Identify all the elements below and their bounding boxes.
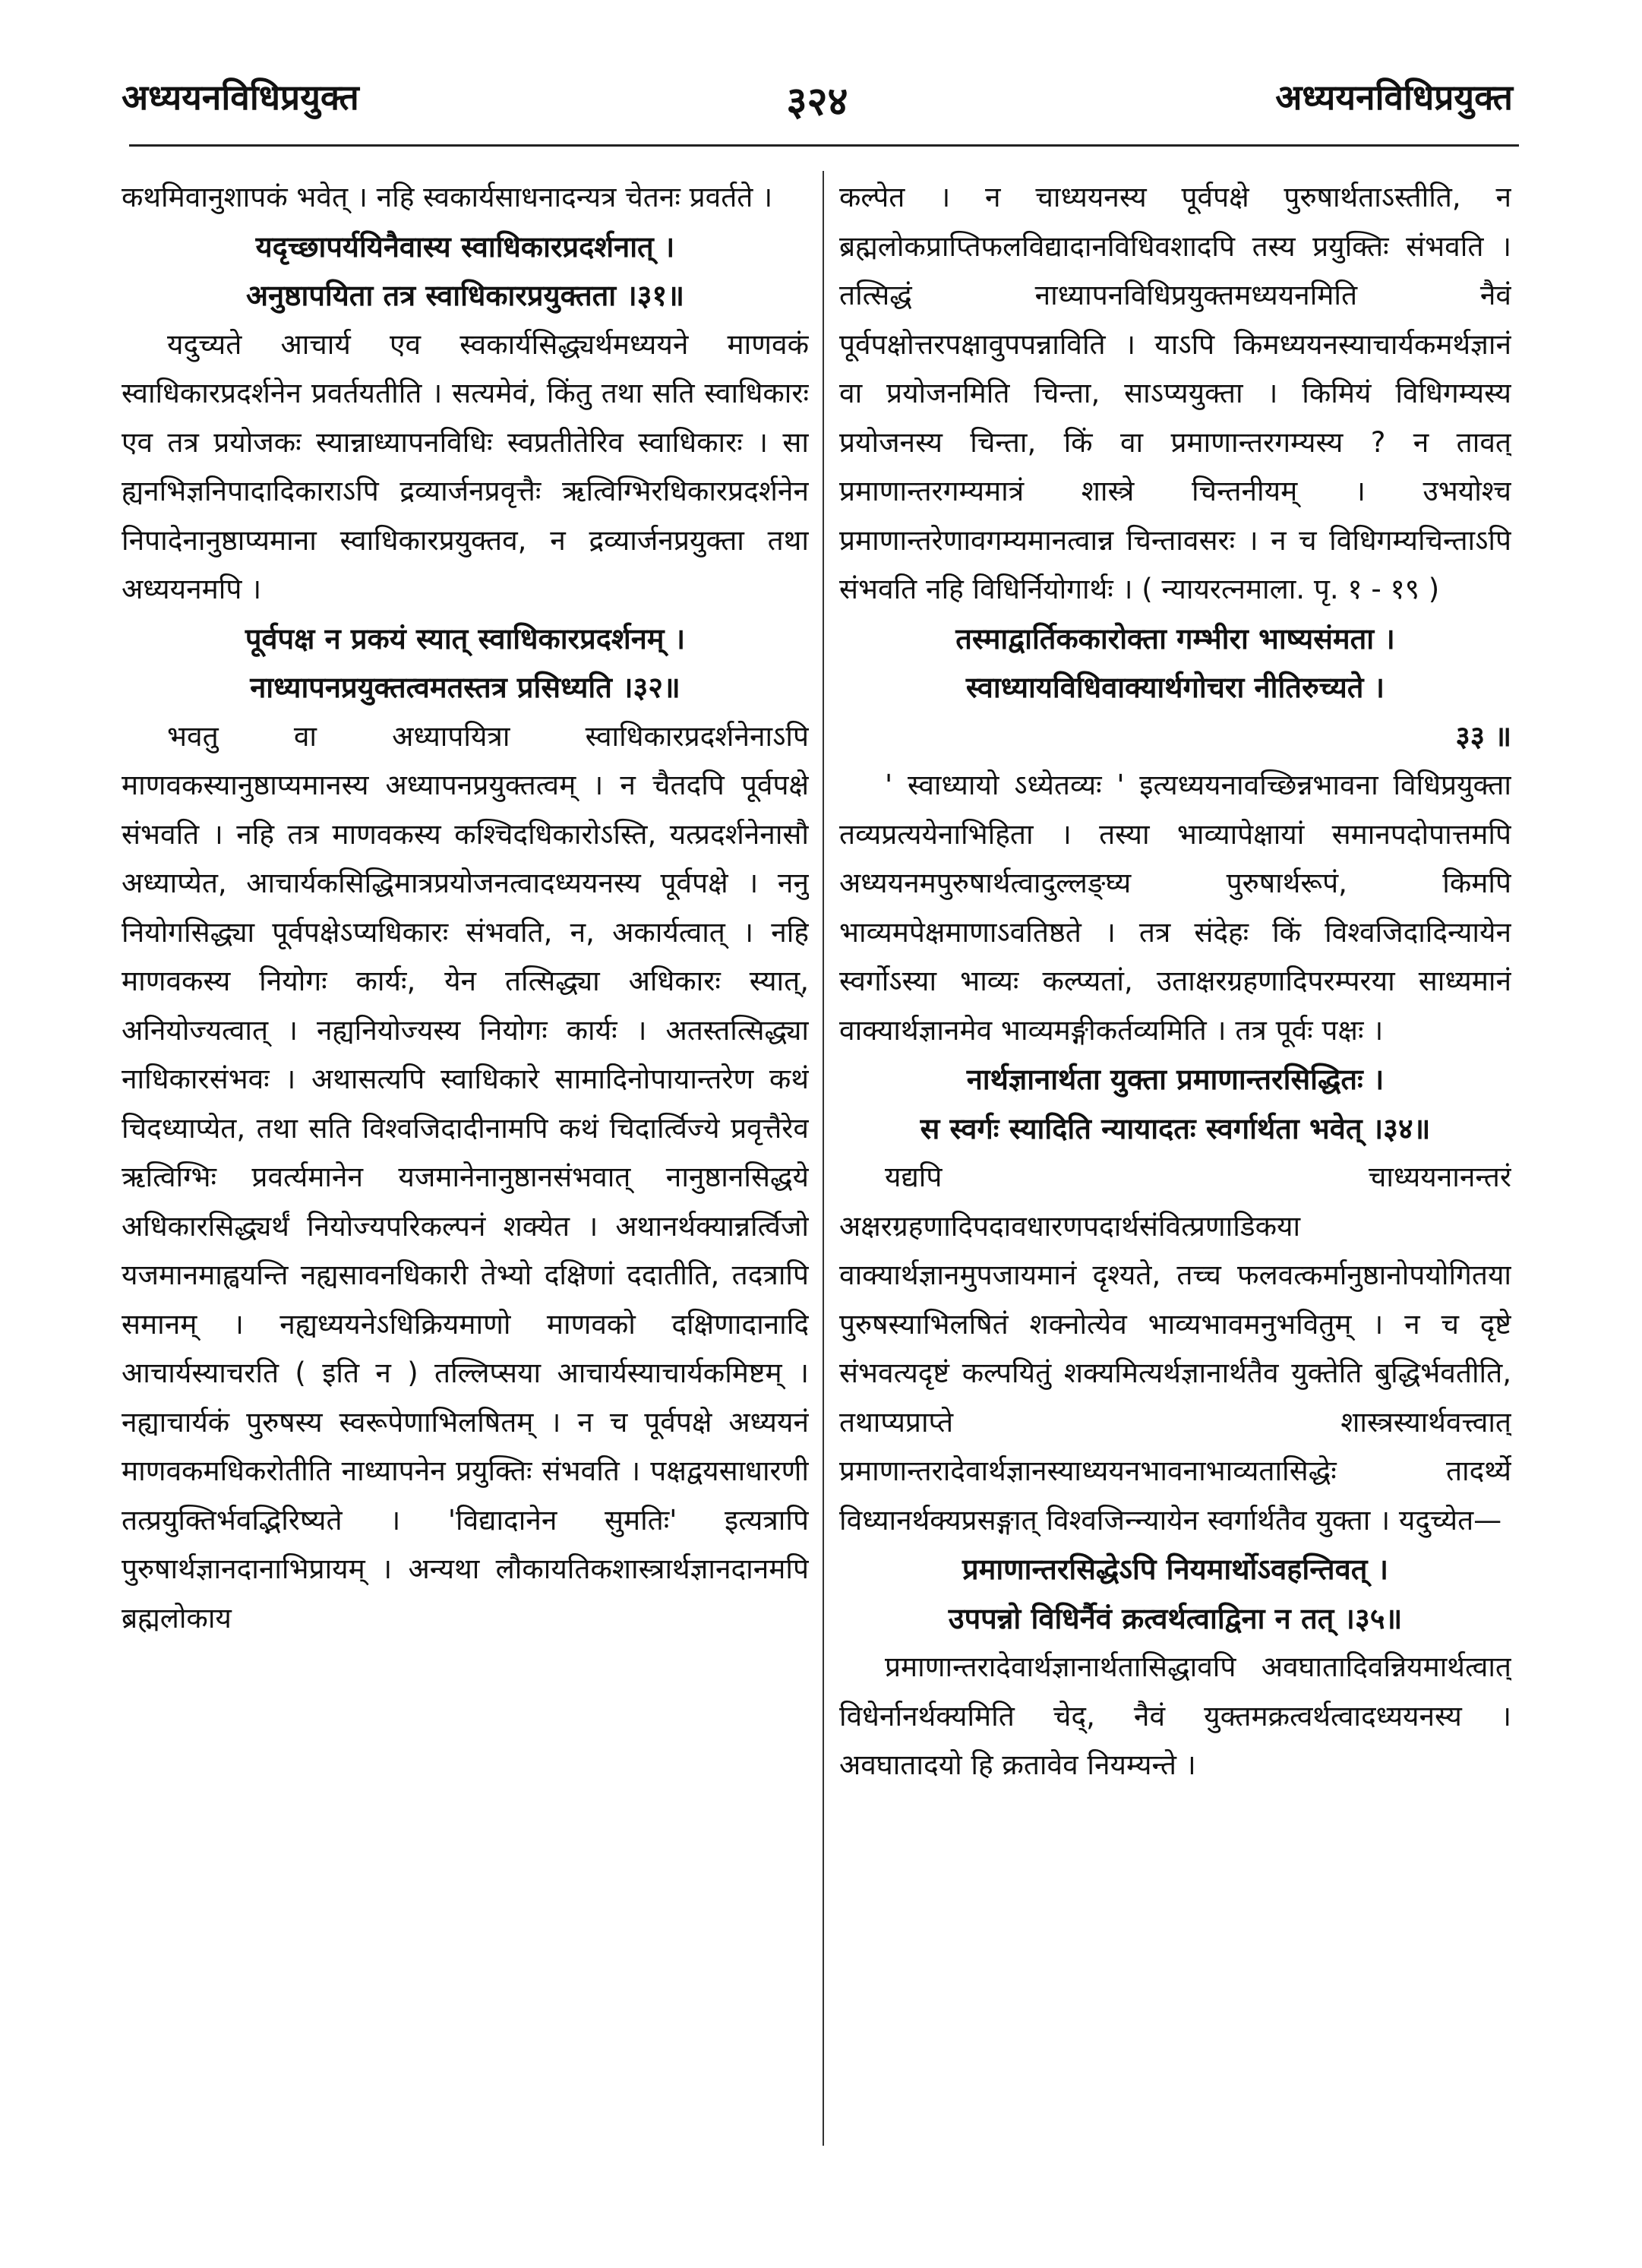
left-paragraph-3: भवतु वा अध्यापयित्रा स्वाधिकारप्रदर्शनेनाऽपि माणवकस्यानुष्ठाप्यमानस्य अध्यापनप्रयुक्तत्वम् । न चैतदपि पूर्वपक्षे संभवति । नहि तत्र माणवकस्य कश्चिदधिकारोऽस्ति, यत्प्रदर्शनेनासौ अध्याप्येत, आचार्यकसिद्धिमात्रप्रयोजनत्वादध्ययनस्य पूर्वपक्षे । ननु नियोगसिद्ध्या पूर्वपक्षेऽप्यधिकारः संभवति, न, अकार्यत्वात् । नहि माणवकस्य नियोगः कार्यः, येन तत्सिद्ध्या अधिकारः स्यात्, अनियोज्यत्वात् । नह्यनियोज्यस्य नियोगः कार्यः । अतस्तत्सिद्ध्या नाधिकारसंभवः । अथासत्यपि स्वाधिकारे सामादिनोपायान्तरेण कथं चिदध्याप्येत, तथा सति विश्वजिदादीनामपि कथं चिदार्त्विज्ये प्रवृत्तैरेव ऋत्विग्भिः प्रवर्त्यमानेन यजमानेनानुष्ठानसंभवात् नानुष्ठानसिद्धये अधिकारसिद्ध्यर्थं नियोज्यपरिकल्पनं शक्येत । अथानर्थक्यान्नर्त्विजो यजमानमाह्वयन्ति नह्यसावनधिकारी तेभ्यो दक्षिणां ददातीति, तदत्रापि समानम् । नह्यध्ययनेऽधिक्रियमाणो माणवको दक्षिणादानादि आचार्यस्याचरति ( इति न ) तल्लिप्सया आचार्यस्याचार्यकमिष्टम् । नह्याचार्यकं पुरुषस्य स्वरूपेणाभिलषितम् । न च पूर्वपक्षे अध्ययनं माणवकमधिकरोतीति नाध्यापनेन प्रयुक्तिः संभवति । पक्षद्वयसाधारणी तत्प्रयुक्तिर्भवद्भिरिष्यते । 'विद्यादानेन सुमतिः' इत्यत्रापि पुरुषार्थज्ञानदानाभिप्रायम् । अन्यथा लौकायतिकशास्त्रार्थज्ञानदानमपि ब्रह्मलोकाय <box>122 719 809 1635</box>
verse-35-line-1: प्रमाणान्तरसिद्धेऽपि नियमार्थोऽवहन्तिवत् । <box>962 1553 1389 1586</box>
right-paragraph-4: प्रमाणान्तरादेवार्थज्ञानार्थतासिद्धावपि अवघातादिवन्नियमार्थत्वात् विधेर्नानर्थक्यमिति चेद्, नैवं युक्तमक्रत्वर्थत्वादध्ययनस्य । अवघातादयो हि क्रतावेव नियम्यन्ते । <box>839 1650 1511 1781</box>
left-column <box>122 173 809 2216</box>
column-divider <box>823 171 824 2146</box>
verse-33-number: ३३ ॥ <box>1455 719 1511 753</box>
right-column <box>839 173 1511 2216</box>
verse-33-line-1: तस्माद्वार्तिककारोक्ता गम्भीरा भाष्यसंमता । <box>955 621 1395 655</box>
left-paragraph-1: कथमिवानुशापकं भवेत् । नहि स्वकार्यसाधनादन्यत्र चेतनः प्रवर्तते । <box>122 181 773 213</box>
verse-31-line-1: यदृच्छापर्ययिनैवास्य स्वाधिकारप्रदर्शनात् । <box>255 229 675 264</box>
verse-34-line-2: स स्वर्गः स्यादिति न्यायादतः स्वर्गार्थता भवेत् ।३४॥ <box>920 1111 1431 1145</box>
running-head-left: अध्ययनविधिप्रयुक्त <box>122 77 359 118</box>
verse-35-line-2: उपपन्नो विधिर्नैवं क्रत्वर्थत्वाद्विना न तत् ।३५॥ <box>948 1601 1403 1635</box>
verse-31-line-2: अनुष्ठापयिता तत्र स्वाधिकारप्रयुक्तता ।३१॥ <box>245 279 685 312</box>
left-paragraph-2: यदुच्यते आचार्य एव स्वकार्यसिद्ध्यर्थमध्ययने माणवकं स्वाधिकारप्रदर्शनेन प्रवर्तयतीति । सत्यमेवं, किंतु तथा सति स्वाधिकारः एव तत्र प्रयोजकः स्यान्नाध्यापनविधिः स्वप्रतीतेरिव स्वाधिकारः । सा ह्यनभिज्ञनिपादादिकाराऽपि द्रव्यार्जनप्रवृत्तैः ऋत्विग्भिरधिकारप्रदर्शनेन निपादेनानुष्ठाप्यमाना स्वाधिकारप्रयुक्तव, न द्रव्यार्जनप्रयुक्ता तथा अध्ययनमपि । <box>122 327 809 605</box>
right-paragraph-3: यद्यपि चाध्ययनानन्तरं अक्षरग्रहणादिपदावधारणपदार्थसंवित्प्रणाडिकया वाक्यार्थज्ञानमुपजायमानं दृश्यते, तच्च फलवत्कर्मानुष्ठानोपयोगितया पुरुषस्याभिलषितं शक्नोत्येव भाव्यभावमनुभवितुम् । न च दृष्टे संभवत्यदृष्टं कल्पयितुं शक्यमित्यर्थज्ञानार्थतैव युक्तेति बुद्धिर्भवतीति, तथाप्यप्राप्ते शास्त्रस्यार्थवत्त्वात् प्रमाणान्तरादेवार्थज्ञानस्याध्ययनभावनाभाव्यतासिद्धेः तादर्थ्ये विध्यानर्थक्यप्रसङ्गात् विश्वजिन्न्यायेन स्वर्गार्थतैव युक्ता । यदुच्येत— <box>839 1161 1511 1537</box>
verse-34-line-1: नार्थज्ञानार्थता युक्ता प्रमाणान्तरसिद्धितः । <box>966 1063 1385 1096</box>
verse-32-line-2: नाध्यापनप्रयुक्तत्वमतस्तत्र प्रसिध्यति ।३२॥ <box>250 671 680 704</box>
running-head-right: अध्ययनविधिप्रयुक्त <box>1275 77 1513 118</box>
page-header <box>122 73 1513 126</box>
verse-32-line-1: पूर्वपक्ष न प्रकयं स्यात् स्वाधिकारप्रदर्शनम् । <box>245 621 686 655</box>
verse-33-line-2: स्वाध्यायविधिवाक्यार्थगोचरा नीतिरुच्यते । <box>965 671 1385 704</box>
right-paragraph-2: ' स्वाध्यायो ऽध्येतव्यः ' इत्यध्ययनावच्छिन्नभावना विधिप्रयुक्ता तव्यप्रत्ययेनाभिहिता । तस्या भाव्यापेक्षायां समानपदोपात्तमपि अध्ययनमपुरुषार्थत्वादुल्लङ्घ्य पुरुषार्थरूपं, किमपि भाव्यमपेक्षमाणाऽवतिष्ठते । तत्र संदेहः किं विश्वजिदादिन्यायेन स्वर्गोऽस्या भाव्यः कल्प्यतां, उताक्षरग्रहणादिपरम्परया साध्यमानं वाक्यार्थज्ञानमेव भाव्यमङ्गीकर्तव्यमिति । तत्र पूर्वः पक्षः । <box>839 769 1511 1047</box>
header-rule <box>129 144 1519 147</box>
page-number: ३२४ <box>786 79 848 125</box>
right-paragraph-1: कल्पेत । न चाध्ययनस्य पूर्वपक्षे पुरुषार्थताऽस्तीति, न ब्रह्मलोकप्राप्तिफलविद्यादानविधिवशादपि तस्य प्रयुक्तिः संभवति । तत्सिद्धं नाध्यापनविधिप्रयुक्तमध्ययनमिति नैवं पूर्वपक्षोत्तरपक्षावुपपन्नाविति । याऽपि किमध्ययनस्याचार्यकमर्थज्ञानं वा प्रयोजनमिति चिन्ता, साऽप्ययुक्ता । किमियं विधिगम्यस्य प्रयोजनस्य चिन्ता, किं वा प्रमाणान्तरगम्यस्य ? न तावत् प्रमाणान्तरगम्यमात्रं शास्त्रे चिन्तनीयम् । उभयोश्च प्रमाणान्तरेणावगम्यमानत्वान्न चिन्तावसरः । न च विधिगम्यचिन्ताऽपि संभवति नहि विधिर्नियोगार्थः । ( न्यायरत्नमाला. पृ. १ - १९ ) <box>839 181 1511 605</box>
